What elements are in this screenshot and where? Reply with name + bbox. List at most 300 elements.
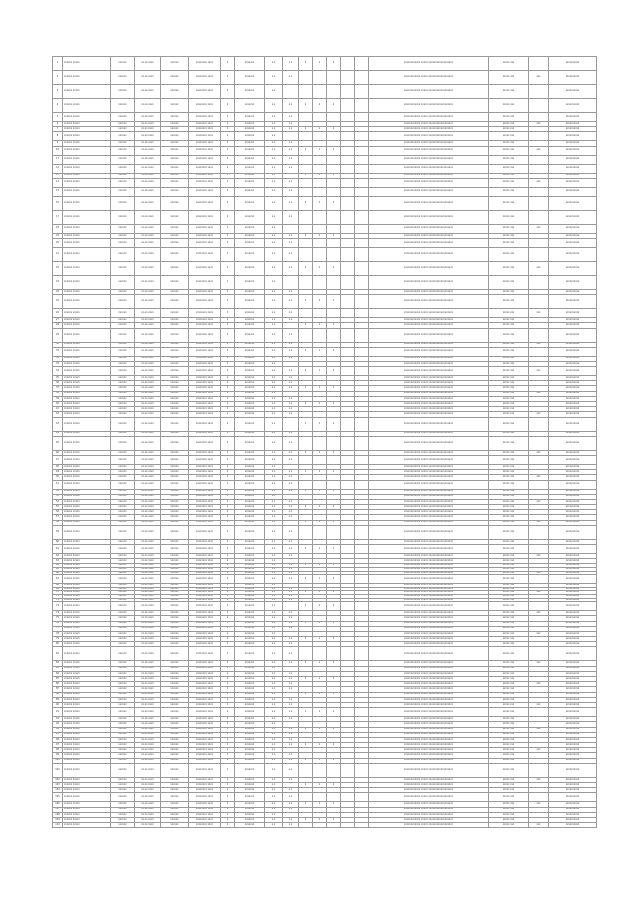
cell-nilai-b: x.x — [283, 642, 299, 647]
cell-nama: xxxxxx xxxxx — [63, 545, 111, 554]
cell-k3 — [327, 793, 341, 802]
cell-nilai-a: x.x — [265, 591, 283, 595]
cell-catatan: xxxxx xxx — [489, 436, 529, 450]
cell-nilai-a: x.x — [265, 431, 283, 436]
cell-k1: 1 — [299, 173, 313, 178]
row-number: 69 — [53, 587, 63, 591]
cell-kode: xxxxxx — [111, 480, 135, 489]
cell-k3 — [327, 71, 341, 85]
row-number: 23 — [53, 275, 63, 289]
cell-nilai-a: x.x — [265, 275, 283, 289]
cell-ket: xxxxxxxx xxxx — [189, 616, 221, 621]
cell-jml: 1 — [221, 141, 235, 146]
cell-uraian: xxxxxxxxxxxx xxxxx xxxxxxxxxxxxxxxxxx — [369, 141, 489, 146]
cell-catatan: xxxxx xxx — [489, 261, 529, 275]
cell-nilai-a: x.x — [265, 525, 283, 539]
cell-jml: 1 — [221, 817, 235, 822]
cell-lokasi: xxxxxxxxxx — [549, 677, 597, 682]
cell-kode: xxxxxx — [111, 412, 135, 417]
cell-jenis: xxxxxx — [161, 823, 189, 828]
cell-nama: xxxxxx xxxxx — [63, 823, 111, 828]
cell-kode: xxxxxx — [111, 758, 135, 763]
cell-k1: 1 — [299, 323, 313, 328]
cell-lokasi: xxxxxxxxxx — [549, 233, 597, 238]
cell-k2 — [313, 187, 327, 196]
cell-jml: 1 — [221, 132, 235, 141]
row-number: 7 — [53, 127, 63, 132]
cell-nilai-b — [283, 132, 299, 141]
cell-kode: xxxxxx — [111, 647, 135, 661]
cell-uraian: xxxxxxxxxxxx xxxxx xxxxxxxxxxxxxxxxxx — [369, 173, 489, 178]
cell-uraian: xxxxxxxxxxxx xxxxx xxxxxxxxxxxxxxxxxx — [369, 666, 489, 671]
cell-nilai-a: x.x — [265, 407, 283, 412]
cell-uraian: xxxxxxxxxxxx xxxxx xxxxxxxxxxxxxxxxxx — [369, 554, 489, 559]
cell-kode: xxxxxx — [111, 753, 135, 758]
cell-nilai-a: x.x — [265, 122, 283, 127]
cell-ket: xxxxxxxx xxxx — [189, 626, 221, 631]
cell-status: xxxxxxx — [235, 489, 265, 494]
cell-lokasi: xxxxxxxxxx — [549, 783, 597, 788]
cell-jml: 1 — [221, 637, 235, 642]
cell-status: xxxxxxx — [235, 575, 265, 584]
cell-jenis: xxxxxx — [161, 417, 189, 431]
row-number: 78 — [53, 631, 63, 636]
cell-status: xxxxxxx — [235, 753, 265, 758]
cell-nilai-a: x.x — [265, 584, 283, 588]
row-number: 101 — [53, 763, 63, 777]
cell-tipe — [529, 480, 549, 489]
cell-k5 — [355, 328, 369, 342]
cell-jml: 1 — [221, 178, 235, 187]
cell-catatan: xxxxx xxx — [489, 347, 529, 356]
cell-jml: 1 — [221, 545, 235, 554]
cell-nilai-a: x.x — [265, 210, 283, 224]
cell-nilai-b: x.x — [283, 376, 299, 381]
cell-nilai-b: x.x — [283, 525, 299, 539]
cell-catatan: xxxxx xxx — [489, 807, 529, 812]
cell-kode: xxxxxx — [111, 85, 135, 99]
cell-nama: xxxxxx xxxxx — [63, 802, 111, 807]
cell-nilai-b: x.x — [283, 743, 299, 748]
cell-k5 — [355, 113, 369, 122]
cell-nilai-a: x.x — [265, 554, 283, 559]
cell-lokasi: xxxxxxxxxx — [549, 489, 597, 494]
cell-jenis: xxxxxx — [161, 692, 189, 697]
cell-tgl: xx-xx-xxxx — [135, 356, 161, 361]
cell-nilai-b: x.x — [283, 554, 299, 559]
cell-nama: xxxxxx xxxxx — [63, 155, 111, 164]
cell-jenis: xxxxxx — [161, 155, 189, 164]
cell-ket: xxxxxxxx xxxx — [189, 666, 221, 671]
cell-ket: xxxxxxxx xxxx — [189, 155, 221, 164]
cell-status: xxxxxxx — [235, 238, 265, 247]
cell-nilai-b — [283, 85, 299, 99]
cell-ket: xxxxxxxx xxxx — [189, 647, 221, 661]
cell-k4 — [341, 328, 355, 342]
row-number: 79 — [53, 637, 63, 642]
cell-lokasi: xxxxxxxxxx — [549, 788, 597, 793]
cell-nilai-b: x.x — [283, 187, 299, 196]
cell-lokasi: xxxxxxxxxx — [549, 611, 597, 616]
cell-lokasi: xxxxxxxxxx — [549, 238, 597, 247]
cell-k3: 1 — [327, 708, 341, 717]
cell-k1: 1 — [299, 677, 313, 682]
cell-uraian: xxxxxxxxxxxx xxxxx xxxxxxxxxxxxxxxxxx — [369, 817, 489, 822]
cell-lokasi: xxxxxxxxxx — [549, 417, 597, 431]
cell-catatan: xxxxx xxx — [489, 587, 529, 591]
cell-k2: 1 — [313, 196, 327, 210]
row-number: 10 — [53, 146, 63, 155]
cell-catatan: xxxxx xxx — [489, 661, 529, 666]
row-number: 44 — [53, 431, 63, 436]
cell-tgl: xx-xx-xxxx — [135, 697, 161, 702]
cell-uraian: xxxxxxxxxxxx xxxxx xxxxxxxxxxxxxxxxxx — [369, 687, 489, 692]
cell-tgl: xx-xx-xxxx — [135, 571, 161, 575]
cell-k2 — [313, 155, 327, 164]
cell-k2 — [313, 525, 327, 539]
cell-status: xxxxxxx — [235, 602, 265, 611]
cell-status: xxxxxxx — [235, 510, 265, 515]
cell-ket: xxxxxxxx xxxx — [189, 591, 221, 595]
table-row — [53, 247, 597, 261]
cell-tgl: xx-xx-xxxx — [135, 376, 161, 381]
cell-tgl: xx-xx-xxxx — [135, 564, 161, 568]
cell-tgl: xx-xx-xxxx — [135, 328, 161, 342]
cell-jml: 1 — [221, 539, 235, 544]
cell-nilai-b: x.x — [283, 671, 299, 676]
cell-ket: xxxxxxxx xxxx — [189, 807, 221, 812]
data-table — [52, 56, 597, 828]
cell-jml: 1 — [221, 611, 235, 616]
row-number: 8 — [53, 132, 63, 141]
cell-tipe — [529, 525, 549, 539]
cell-kode: xxxxxx — [111, 692, 135, 697]
cell-tipe — [529, 328, 549, 342]
cell-tipe — [529, 647, 549, 661]
cell-k4 — [341, 261, 355, 275]
cell-jenis: xxxxxx — [161, 727, 189, 732]
cell-kode: xxxxxx — [111, 539, 135, 544]
cell-k3: 1 — [327, 323, 341, 328]
cell-lokasi: xxxxxxxxxx — [549, 127, 597, 132]
cell-tgl: xx-xx-xxxx — [135, 275, 161, 289]
cell-k2: 1 — [313, 450, 327, 455]
cell-status: xxxxxxx — [235, 295, 265, 309]
cell-jml: 1 — [221, 361, 235, 366]
cell-k1: 1 — [299, 520, 313, 525]
cell-tgl: xx-xx-xxxx — [135, 127, 161, 132]
cell-kode: xxxxxx — [111, 57, 135, 71]
row-number: 5 — [53, 113, 63, 122]
cell-ket: xxxxxxxx xxxx — [189, 210, 221, 224]
cell-ket: xxxxxxxx xxxx — [189, 381, 221, 386]
cell-jenis: xxxxxx — [161, 224, 189, 233]
table-row — [53, 309, 597, 318]
row-number: 66 — [53, 571, 63, 575]
row-number: 64 — [53, 564, 63, 568]
cell-uraian: xxxxxxxxxxxx xxxxx xxxxxxxxxxxxxxxxxx — [369, 621, 489, 626]
cell-k1 — [299, 525, 313, 539]
cell-catatan: xxxxx xxx — [489, 743, 529, 748]
cell-tgl: xx-xx-xxxx — [135, 567, 161, 571]
cell-k1: 1 — [299, 505, 313, 510]
cell-nilai-b: x.x — [283, 210, 299, 224]
cell-k3 — [327, 224, 341, 233]
cell-uraian: xxxxxxxxxxxx xxxxx xxxxxxxxxxxxxxxxxx — [369, 732, 489, 737]
cell-nilai-a: x.x — [265, 717, 283, 722]
cell-kode: xxxxxx — [111, 407, 135, 412]
cell-jml: 1 — [221, 261, 235, 275]
cell-k5 — [355, 436, 369, 450]
cell-jml: 1 — [221, 743, 235, 748]
cell-nilai-a: x.x — [265, 386, 283, 391]
cell-uraian: xxxxxxxxxxxx xxxxx xxxxxxxxxxxxxxxxxx — [369, 722, 489, 727]
cell-k1: 1 — [299, 347, 313, 356]
cell-catatan: xxxxx xxx — [489, 802, 529, 807]
row-number: 110 — [53, 823, 63, 828]
table-row — [53, 155, 597, 164]
cell-nilai-a: x.x — [265, 309, 283, 318]
cell-nilai-a: x.x — [265, 687, 283, 692]
cell-lokasi: xxxxxxxxxx — [549, 525, 597, 539]
cell-nilai-a: x.x — [265, 295, 283, 309]
cell-ket: xxxxxxxx xxxx — [189, 233, 221, 238]
cell-jml: 1 — [221, 687, 235, 692]
cell-catatan: xxxxx xxx — [489, 132, 529, 141]
cell-ket: xxxxxxxx xxxx — [189, 367, 221, 376]
cell-nilai-b: x.x — [283, 564, 299, 568]
cell-lokasi: xxxxxxxxxx — [549, 499, 597, 504]
cell-nilai-a: x.x — [265, 539, 283, 544]
cell-nilai-b — [283, 275, 299, 289]
cell-tipe: xxx — [529, 391, 549, 396]
cell-nama: xxxxxx xxxxx — [63, 743, 111, 748]
cell-catatan: xxxxx xxx — [489, 391, 529, 396]
cell-catatan: xxxxx xxx — [489, 510, 529, 515]
cell-k2 — [313, 480, 327, 489]
cell-jenis: xxxxxx — [161, 57, 189, 71]
cell-jenis: xxxxxx — [161, 99, 189, 113]
cell-tgl: xx-xx-xxxx — [135, 396, 161, 401]
cell-status: xxxxxxx — [235, 450, 265, 455]
cell-lokasi: xxxxxxxxxx — [549, 753, 597, 758]
cell-jml: 1 — [221, 155, 235, 164]
cell-catatan: xxxxx xxx — [489, 520, 529, 525]
cell-status: xxxxxxx — [235, 164, 265, 173]
cell-tgl: xx-xx-xxxx — [135, 391, 161, 396]
cell-catatan: xxxxx xxx — [489, 611, 529, 616]
cell-uraian: xxxxxxxxxxxx xxxxx xxxxxxxxxxxxxxxxxx — [369, 708, 489, 717]
cell-k4 — [341, 295, 355, 309]
cell-k1: 1 — [299, 99, 313, 113]
cell-status: xxxxxxx — [235, 173, 265, 178]
row-number: 93 — [53, 722, 63, 727]
cell-jenis: xxxxxx — [161, 309, 189, 318]
cell-ket: xxxxxxxx xxxx — [189, 113, 221, 122]
cell-jml: 1 — [221, 407, 235, 412]
cell-tipe — [529, 602, 549, 611]
cell-lokasi: xxxxxxxxxx — [549, 289, 597, 294]
cell-jenis: xxxxxx — [161, 671, 189, 676]
cell-jenis: xxxxxx — [161, 480, 189, 489]
table-row — [53, 367, 597, 376]
cell-nilai-b: x.x — [283, 178, 299, 187]
cell-jenis: xxxxxx — [161, 777, 189, 782]
cell-status: xxxxxxx — [235, 141, 265, 146]
cell-tgl: xx-xx-xxxx — [135, 289, 161, 294]
cell-lokasi: xxxxxxxxxx — [549, 758, 597, 763]
cell-jml: 1 — [221, 732, 235, 737]
cell-jml: 1 — [221, 554, 235, 559]
cell-k3: 1 — [327, 196, 341, 210]
cell-tgl: xx-xx-xxxx — [135, 412, 161, 417]
table-row — [53, 164, 597, 173]
cell-k3: 1 — [327, 743, 341, 748]
cell-catatan: xxxxx xxx — [489, 677, 529, 682]
cell-status: xxxxxxx — [235, 275, 265, 289]
cell-catatan: xxxxx xxx — [489, 367, 529, 376]
cell-jenis: xxxxxx — [161, 515, 189, 520]
cell-tgl: xx-xx-xxxx — [135, 494, 161, 499]
cell-nilai-b: x.x — [283, 571, 299, 575]
cell-k3: 1 — [327, 545, 341, 554]
cell-kode: xxxxxx — [111, 575, 135, 584]
cell-kode: xxxxxx — [111, 697, 135, 702]
cell-nilai-a: x.x — [265, 777, 283, 782]
cell-status: xxxxxxx — [235, 196, 265, 210]
cell-ket: xxxxxxxx xxxx — [189, 475, 221, 480]
cell-uraian: xxxxxxxxxxxx xxxxx xxxxxxxxxxxxxxxxxx — [369, 587, 489, 591]
cell-status: xxxxxxx — [235, 708, 265, 717]
cell-nilai-b: x.x — [283, 71, 299, 85]
cell-ket: xxxxxxxx xxxx — [189, 567, 221, 571]
cell-nilai-a: x.x — [265, 450, 283, 455]
cell-catatan: xxxxx xxx — [489, 647, 529, 661]
cell-k4 — [341, 275, 355, 289]
table-row — [53, 763, 597, 777]
cell-uraian: xxxxxxxxxxxx xxxxx xxxxxxxxxxxxxxxxxx — [369, 391, 489, 396]
cell-k3: 1 — [327, 489, 341, 494]
cell-jml: 1 — [221, 127, 235, 132]
cell-uraian: xxxxxxxxxxxx xxxxx xxxxxxxxxxxxxxxxxx — [369, 812, 489, 817]
cell-nilai-b: x.x — [283, 99, 299, 113]
cell-nilai-b: x.x — [283, 823, 299, 828]
cell-k1 — [299, 647, 313, 661]
cell-ket: xxxxxxxx xxxx — [189, 224, 221, 233]
cell-lokasi: xxxxxxxxxx — [549, 342, 597, 347]
cell-k2: 1 — [313, 323, 327, 328]
cell-status: xxxxxxx — [235, 642, 265, 647]
cell-kode: xxxxxx — [111, 376, 135, 381]
cell-nilai-a: x.x — [265, 758, 283, 763]
cell-kode: xxxxxx — [111, 196, 135, 210]
row-number: 85 — [53, 677, 63, 682]
cell-ket: xxxxxxxx xxxx — [189, 347, 221, 356]
cell-tgl: xx-xx-xxxx — [135, 402, 161, 407]
cell-jenis: xxxxxx — [161, 783, 189, 788]
cell-nilai-a: x.x — [265, 737, 283, 742]
cell-k3 — [327, 436, 341, 450]
cell-tgl: xx-xx-xxxx — [135, 71, 161, 85]
cell-tipe: xxx — [529, 591, 549, 595]
cell-lokasi: xxxxxxxxxx — [549, 587, 597, 591]
table-row — [53, 455, 597, 464]
cell-nilai-a: x.x — [265, 807, 283, 812]
cell-kode: xxxxxx — [111, 455, 135, 464]
cell-k2: 1 — [313, 783, 327, 788]
cell-nilai-b: x.x — [283, 611, 299, 616]
cell-lokasi: xxxxxxxxxx — [549, 494, 597, 499]
cell-kode: xxxxxx — [111, 173, 135, 178]
cell-kode: xxxxxx — [111, 584, 135, 588]
cell-jml: 1 — [221, 594, 235, 598]
cell-uraian: xxxxxxxxxxxx xxxxx xxxxxxxxxxxxxxxxxx — [369, 210, 489, 224]
cell-k5 — [355, 178, 369, 187]
cell-nilai-a: x.x — [265, 567, 283, 571]
cell-tgl: xx-xx-xxxx — [135, 642, 161, 647]
cell-tipe: xxx — [529, 777, 549, 782]
row-number: 100 — [53, 758, 63, 763]
cell-lokasi: xxxxxxxxxx — [549, 722, 597, 727]
cell-k5 — [355, 647, 369, 661]
cell-nama: xxxxxx xxxxx — [63, 621, 111, 626]
cell-nama: xxxxxx xxxxx — [63, 626, 111, 631]
cell-jenis: xxxxxx — [161, 763, 189, 777]
row-number: 107 — [53, 807, 63, 812]
cell-jenis: xxxxxx — [161, 132, 189, 141]
cell-tgl: xx-xx-xxxx — [135, 708, 161, 717]
cell-tipe: xxx — [529, 261, 549, 275]
cell-jml: 1 — [221, 823, 235, 828]
cell-nilai-b: x.x — [283, 777, 299, 782]
cell-nilai-b: x.x — [283, 470, 299, 475]
cell-nama: xxxxxx xxxxx — [63, 247, 111, 261]
row-number: 2 — [53, 71, 63, 85]
cell-k4 — [341, 525, 355, 539]
cell-uraian: xxxxxxxxxxxx xxxxx xxxxxxxxxxxxxxxxxx — [369, 361, 489, 366]
cell-jenis: xxxxxx — [161, 71, 189, 85]
cell-k3: 1 — [327, 417, 341, 431]
cell-ket: xxxxxxxx xxxx — [189, 178, 221, 187]
cell-nilai-b: x.x — [283, 682, 299, 687]
cell-k1: 1 — [299, 367, 313, 376]
cell-k3: 1 — [327, 146, 341, 155]
cell-k1 — [299, 113, 313, 122]
cell-catatan: xxxxx xxx — [489, 431, 529, 436]
table-row — [53, 178, 597, 187]
cell-jml: 1 — [221, 564, 235, 568]
cell-k3 — [327, 155, 341, 164]
cell-ket: xxxxxxxx xxxx — [189, 173, 221, 178]
cell-jenis: xxxxxx — [161, 802, 189, 807]
cell-status: xxxxxxx — [235, 436, 265, 450]
cell-tgl: xx-xx-xxxx — [135, 763, 161, 777]
row-number: 51 — [53, 480, 63, 489]
cell-lokasi: xxxxxxxxxx — [549, 328, 597, 342]
cell-k1: 1 — [299, 470, 313, 475]
cell-lokasi: xxxxxxxxxx — [549, 402, 597, 407]
cell-status: xxxxxxx — [235, 318, 265, 323]
cell-ket: xxxxxxxx xxxx — [189, 788, 221, 793]
cell-kode: xxxxxx — [111, 210, 135, 224]
cell-nilai-a: x.x — [265, 261, 283, 275]
cell-ket: xxxxxxxx xxxx — [189, 584, 221, 588]
cell-uraian: xxxxxxxxxxxx xxxxx xxxxxxxxxxxxxxxxxx — [369, 510, 489, 515]
cell-ket: xxxxxxxx xxxx — [189, 85, 221, 99]
cell-catatan: xxxxx xxx — [489, 621, 529, 626]
cell-nilai-b: x.x — [283, 763, 299, 777]
cell-k3: 1 — [327, 261, 341, 275]
